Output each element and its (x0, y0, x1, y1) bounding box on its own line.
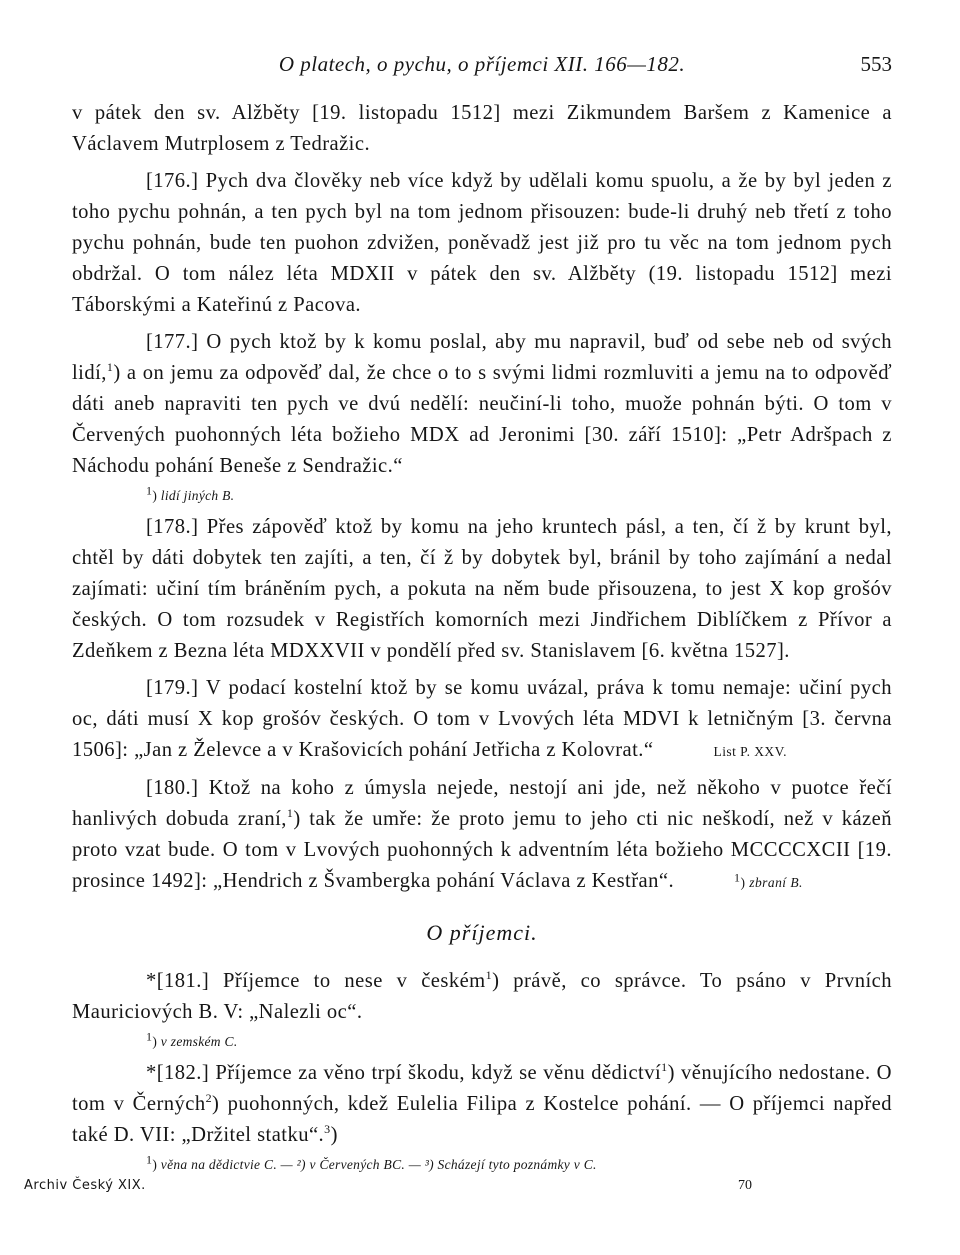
footnote-marker: 1 (734, 870, 741, 885)
footnote-marker: 1 (146, 483, 153, 498)
footnote-ref: 1 (106, 360, 114, 375)
footnote-ref: 2 (205, 1091, 213, 1106)
page-footer (24, 1178, 752, 1200)
sheet-marker: List P. XXV. (713, 744, 787, 759)
footnote-ref: 1 (661, 1060, 668, 1075)
footnote-182: $^1$) věna na dědictvie C. — ²) v Červených BC. — ³) Scházejí tyto poznámky v C. (146, 1152, 597, 1172)
paragraph-177-text-a: [177.] O pych ktož by k komu poslal, aby mu napravil, buď od sebe neb od svých lidí, (72, 331, 892, 384)
footnote-marker: 1 (146, 1029, 153, 1044)
paragraph-182: *[182.] Příjemce za věno trpí škodu, když se věnu dědictví$^1$) věnujícího nedostane. O tom v Černých$^2$) puohonných, kdež Eulelia Filipa z Kostelce pohání. — O příjemci napřed také D. VII: „Držitel statku“.$^3$) (72, 1060, 893, 1146)
footnote-180-text: zbraní B. (749, 875, 803, 890)
paragraph-179 (72, 673, 892, 767)
paragraph-180-text-b: ) tak že umře: že proto jemu to jeho cti nic neškodí, než v kázeň proto vzat bude. O tom v Lvových puohonných k adventním léta božieho MCCCCXCII [19. prosince 1492]: „Hendrich z Švambergka pohání Václava z Kestřan“. (72, 808, 892, 892)
paragraph-182-text-c: ) puohonných, kdež Eulelia Filipa z Kostelce pohání. — O příjemci napřed také D. VII: „Držitel statku“. (72, 1093, 893, 1146)
footnote-180: $^1$) zbraní B. (734, 870, 803, 890)
paragraph-182-text-b: ) věnujícího nedostane. O tom v Černých (72, 1062, 892, 1115)
page-header (72, 52, 892, 78)
paragraph-182-text-a: *[182.] Příjemce za věno trpí škodu, když se věnu dědictví (146, 1062, 662, 1084)
paragraph-continuation: v pátek den sv. Alžběty [19. listopadu 1512] mezi Zikmundem Baršem z Kamenice a Václavem Mutrplosem z Tedražic. (72, 102, 892, 155)
footnote-182-text: věna na dědictvie C. — ²) v Červených BC. — ³) Scházejí tyto poznámky v C. (160, 1157, 597, 1172)
paragraph-177-text-b: ) a on jemu za odpověď dal, že chce o to s svými lidmi rozmluviti a jemu na to odpověď dáti aneb napraviti ten pych ve dvú nedělí: neučiní-li toho, muože pohnán býti. O tom v Červených puohonných léta božieho MDX ad Jeronimi [30. září 1510]: „Petr Adršpach z Náchodu pohání Beneše z Sendražic.“ (72, 362, 892, 477)
paragraph-178: [178.] Přes zápověď ktož by komu na jeho kruntech pásl, a ten, čí ž by krunt byl, chtěl by dáti dobytek ten zajíti, a ten, čí ž by dobytek byl, bránil by toho zajímání a nedal zajímati: učiní tím bráněním pych, a pokuta na něm bude přisouzena, to jest X kop grošóv českých. O tom rozsudek v Registřích komorních mezi Jindřichem Diblíčkem z Přívor a Zdeňkem z Bezna léta MDXXVII v pondělí před sv. Stanislavem [6. května 1527]. (72, 516, 892, 662)
page-content (72, 98, 892, 1181)
paragraph-176: [176.] Pych dva člověky neb více když by udělali komu spuolu, a že by byl jeden z toho pychu pohnán, a ten pych byl na tom jednom přisouzen: bude-li druhý neb třetí z toho pychu pohnán, bude ten puohon zdvižen, poněvadž jest již pro tu věc na tom jednom pych obdržal. O tom nález léta MDXII v pátek den sv. Alžběty (19. listopadu 1512] mezi Táborskými a Kateřinú z Pacova. (72, 170, 892, 316)
footnote-181-text: v zemském C. (160, 1034, 238, 1049)
running-title: O platech, o pychu, o příjemci XII. 166—182. (278, 52, 686, 76)
footnote-marker: 1 (146, 1152, 153, 1167)
footnote-177: $^1$) lidí jiných B. (146, 483, 235, 503)
sheet-number: 70 (738, 1178, 752, 1193)
paragraph-177 (72, 327, 892, 482)
footnote-177-text: lidí jiných B. (160, 488, 235, 503)
paragraph-181 (72, 966, 892, 1028)
paragraph-180-text-a: [180.] Ktož na koho z úmysla nejede, nestojí ani jde, než někoho v puotce řečí hanlivých dobuda zraní, (72, 777, 892, 830)
footnote-ref: 1 (485, 968, 493, 983)
paragraph-181-text-a: *[181.] Příjemce to nese v českém (146, 970, 486, 992)
printer-signature: Archiv Český XIX. (24, 1178, 146, 1193)
section-title: O příjemci. (426, 920, 538, 945)
paragraph-181-text-b: ) právě, co správce. To psáno v Prvních Mauriciových B. V: „Nalezli oc“. (72, 970, 892, 1023)
footnote-ref: 1 (286, 806, 294, 821)
footnote-181: $^1$) v zemském C. (146, 1029, 238, 1049)
footnote-ref: 3 (324, 1122, 331, 1137)
paragraph-180 (72, 773, 892, 898)
paragraph-179-text: [179.] V podací kostelní ktož by se komu uvázal, práva k tomu nemaje: učiní pych oc, dáti musí X kop grošóv českých. O tom v Lvových léta MDVI k letničným [3. června 1506]: „Jan z Želevce a v Krašovicích pohání Jetřicha z Kolovrat.“ (72, 677, 892, 761)
page-number: 553 (860, 52, 892, 76)
